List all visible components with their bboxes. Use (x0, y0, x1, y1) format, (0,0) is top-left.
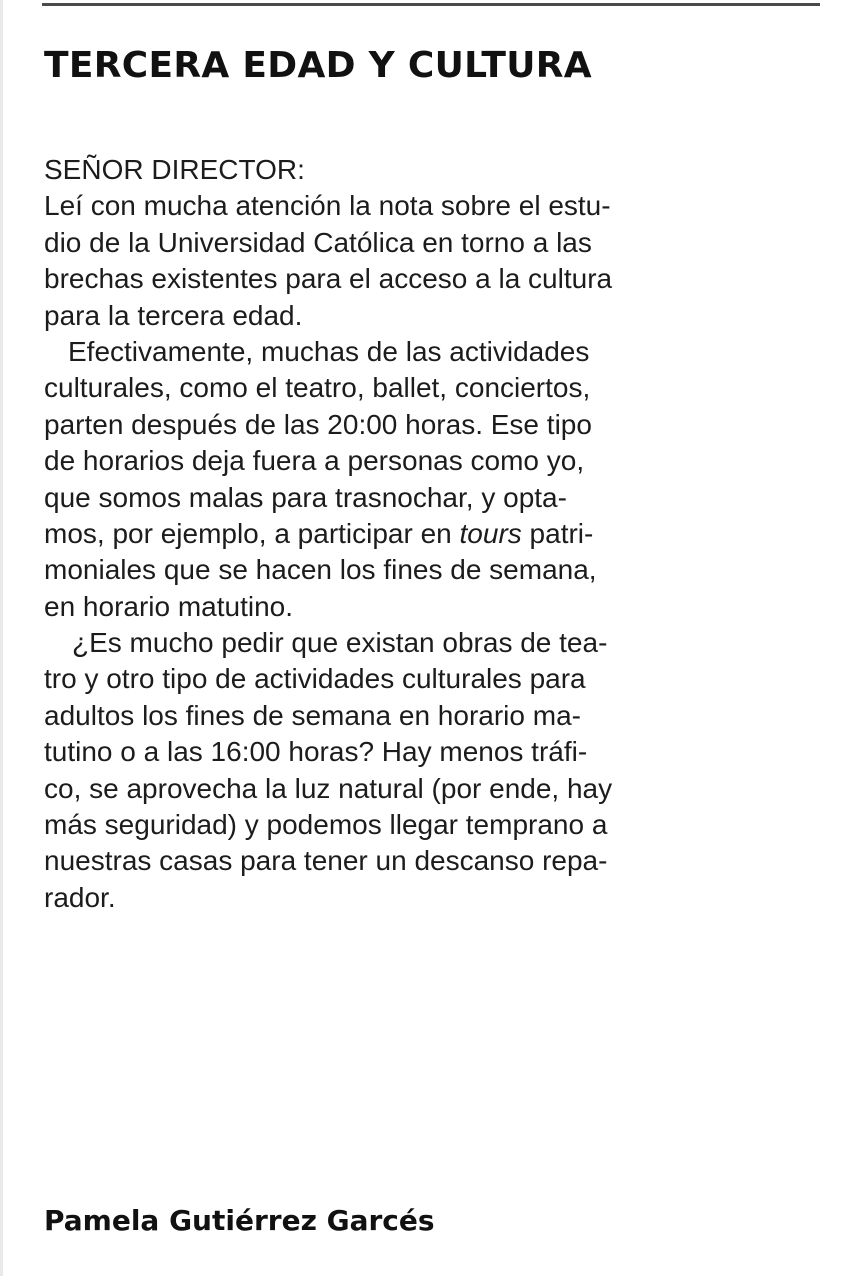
text-line: co, se aprovecha la luz natural (por ende, hay (44, 772, 613, 804)
text-line: dio de la Universidad Católica en torno a las (44, 226, 592, 258)
text-line: moniales que se hacen los fines de semana, (44, 554, 597, 586)
salutation: SEÑOR DIRECTOR: (44, 154, 305, 185)
letter-headline: TERCERA EDAD Y CULTURA (44, 45, 592, 86)
text-line: parten después de las 20:00 horas. Ese tipo (44, 408, 592, 440)
text-line: más seguridad) y podemos llegar temprano a (44, 809, 608, 841)
text-line: tro y otro tipo de actividades culturales para (44, 663, 586, 695)
text-line: rador. (44, 881, 116, 913)
text-line: en horario matutino. (44, 590, 294, 622)
text-line: adultos los fines de semana en horario ma- (44, 699, 581, 731)
text-segment: patri- (521, 517, 594, 549)
page-edge-shadow (0, 0, 3, 1276)
text-line: para la tercera edad. (44, 299, 303, 331)
text-line: nuestras casas para tener un descanso repa- (44, 845, 608, 877)
letter-body (44, 152, 824, 916)
text-line: Leí con mucha atención la nota sobre el estu- (44, 190, 611, 222)
text-line: ¿Es mucho pedir que existan obras de tea- (72, 627, 608, 659)
signature: Pamela Gutiérrez Garcés (44, 1204, 435, 1237)
italic-word: tours (459, 517, 522, 549)
text-line: brechas existentes para el acceso a la cultura (44, 263, 613, 295)
text-line: Efectivamente, muchas de las actividades (68, 335, 590, 367)
top-rule (42, 3, 820, 6)
text-line: de horarios deja fuera a personas como yo, (44, 445, 585, 477)
text-line: que somos malas para trasnochar, y opta- (44, 481, 567, 513)
text-line: culturales, como el teatro, ballet, conciertos, (44, 372, 591, 404)
text-segment: mos, por ejemplo, a participar en (44, 517, 460, 549)
text-line-with-italic (44, 516, 824, 552)
text-line: tutino o a las 16:00 horas? Hay menos tráfi- (44, 736, 588, 768)
